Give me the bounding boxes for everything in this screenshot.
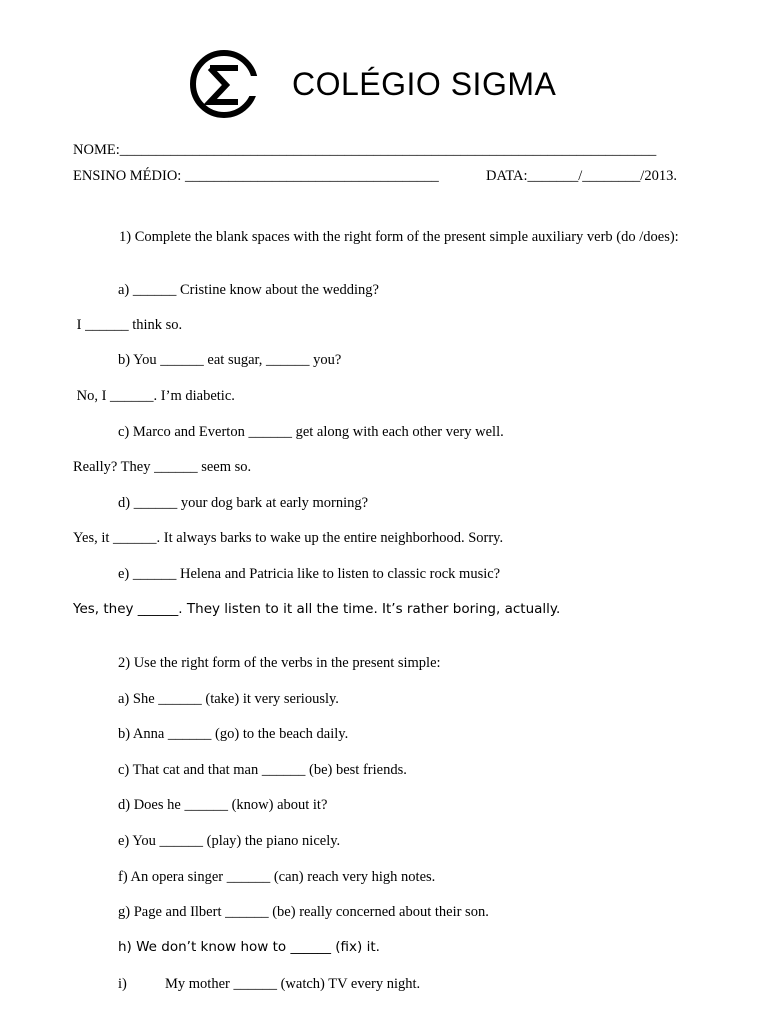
sigma-logo-icon xyxy=(188,46,260,122)
ex2-item-a: a) She ______ (take) it very seriously. xyxy=(118,691,339,707)
exercise2-instruction: 2) Use the right form of the verbs in the present simple: xyxy=(118,655,441,671)
ex1-answer-e: Yes, they ______. They listen to it all the time. It’s rather boring, actually. xyxy=(73,601,561,617)
ex1-item-c: c) Marco and Everton ______ get along with each other very well. xyxy=(118,424,504,440)
ex2-item-h: h) We don’t know how to ______ (fix) it. xyxy=(118,939,380,955)
ex1-answer-c: Really? They ______ seem so. xyxy=(73,459,252,475)
ex2-item-i: My mother ______ (watch) TV every night. xyxy=(165,976,421,992)
ex2-item-c: c) That cat and that man ______ (be) best friends. xyxy=(118,762,407,778)
date-line: DATA:_______/________/2013. xyxy=(486,168,677,184)
ex1-answer-a: I ______ think so. xyxy=(73,317,183,333)
ex2-item-g: g) Page and Ilbert ______ (be) really concerned about their son. xyxy=(118,904,489,920)
ex2-item-i-marker: i) xyxy=(118,976,127,992)
ex1-answer-d: Yes, it ______. It always barks to wake up the entire neighborhood. Sorry. xyxy=(73,530,504,546)
ex1-item-a: a) ______ Cristine know about the wedding? xyxy=(118,282,379,298)
exercise1-instruction: 1) Complete the blank spaces with the right form of the present simple auxiliary verb (do /does): xyxy=(119,229,679,245)
ex2-item-d: d) Does he ______ (know) about it? xyxy=(118,797,328,813)
name-line: NOME:__________________________________________________________________________ xyxy=(73,142,657,158)
course-line: ENSINO MÉDIO: ___________________________________ xyxy=(73,168,439,184)
ex1-item-b: b) You ______ eat sugar, ______ you? xyxy=(118,352,342,368)
ex2-item-f: f) An opera singer ______ (can) reach very high notes. xyxy=(118,869,436,885)
ex2-item-e: e) You ______ (play) the piano nicely. xyxy=(118,833,341,849)
ex1-answer-b: No, I ______. I’m diabetic. xyxy=(73,388,235,404)
ex2-item-b: b) Anna ______ (go) to the beach daily. xyxy=(118,726,349,742)
ex1-item-d: d) ______ your dog bark at early morning? xyxy=(118,495,369,511)
school-name: COLÉGIO SIGMA xyxy=(292,66,557,102)
ex1-item-e: e) ______ Helena and Patricia like to listen to classic rock music? xyxy=(118,566,501,582)
